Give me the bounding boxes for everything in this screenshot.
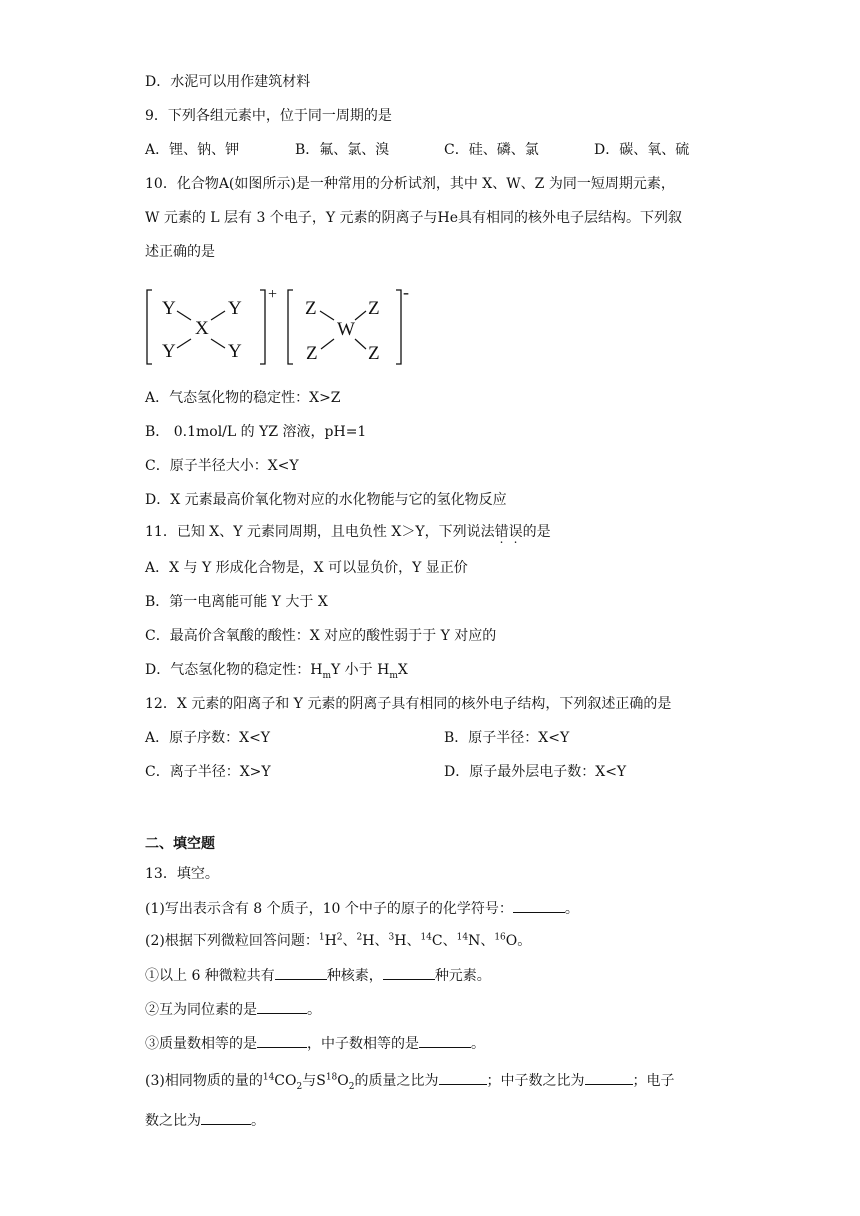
q11-option-c: C．最高价含氧酸的酸性：X 对应的酸性弱于于 Y 对应的	[145, 628, 497, 644]
anion-ligand-bottom-left: Z	[306, 343, 318, 364]
particle-symbol: H	[362, 933, 375, 949]
co2-subscript: 2	[296, 1081, 303, 1092]
q13-stem: 13．填空。	[145, 866, 219, 882]
q13-sub2-a: ②互为同位素的是	[145, 1002, 257, 1018]
q12-option-d: D．原子最外层电子数：X<Y	[444, 764, 627, 780]
co2-formula: CO	[274, 1073, 297, 1089]
answer-blank[interactable]	[585, 1070, 633, 1085]
q13-sub3-c: 。	[471, 1036, 485, 1052]
q12-option-a: A．原子序数：X<Y	[145, 730, 271, 746]
answer-blank[interactable]	[383, 965, 435, 980]
particle-separator: 、	[442, 933, 457, 949]
q9-option-b: B．氟、氯、溴	[295, 142, 390, 158]
q13-part1-end: 。	[564, 901, 579, 917]
so2-mass-number: 18	[325, 1072, 338, 1083]
particle-symbol: N	[468, 933, 481, 949]
q10-option-d: D．X 元素最高价氧化物对应的水化物能与它的氢化物反应	[145, 492, 507, 508]
q13-part3-e: 数之比为	[145, 1113, 201, 1129]
particle-separator: 、	[374, 933, 389, 949]
so2-subscript: 2	[348, 1081, 355, 1092]
particle-list	[319, 933, 531, 949]
q11-emphasis-char-2: 误	[508, 524, 523, 540]
answer-blank[interactable]	[257, 1033, 307, 1048]
q11-option-d-mid: Y 小于 H	[330, 662, 390, 678]
cation-ligand-bottom-right: Y	[228, 341, 242, 362]
q13-sub1-a: ①以上 6 种微粒共有	[145, 968, 275, 984]
q13-part3-a: (3)相同物质的量的	[145, 1073, 263, 1089]
particle-mass-number: 3	[388, 932, 395, 943]
so2-oxygen: O	[337, 1073, 349, 1089]
particle-symbol: H	[394, 933, 407, 949]
q11-option-d-post: X	[397, 662, 408, 678]
q13-sub1	[145, 965, 491, 986]
q13-part3-f: 。	[251, 1113, 265, 1129]
anion-charge: -	[403, 282, 409, 302]
q13-sub3-a: ③质量数相等的是	[145, 1036, 257, 1052]
cation-center-atom: X	[195, 318, 209, 339]
q10-option-b: B． 0.1mol/L 的 YZ 溶液，pH=1	[145, 424, 367, 440]
compound-a-structure-figure	[140, 282, 420, 372]
cation-ligand-bottom-left: Y	[162, 341, 176, 362]
q9-option-d: D．碳、氧、硫	[594, 142, 690, 158]
answer-blank[interactable]	[419, 1033, 471, 1048]
q10-option-a: A．气态氢化物的稳定性：X>Z	[145, 390, 341, 406]
particle-superscript: 2	[336, 932, 343, 943]
q11-stem-pre: 11．已知 X、Y 元素同周期，且电负性 X＞Y，下列说法	[145, 524, 495, 540]
particle-mass-number: 14	[456, 932, 469, 943]
anion-center-atom: W	[337, 319, 355, 340]
particle-mass-number: 1	[318, 932, 325, 943]
q13-part2	[145, 931, 531, 951]
q13-sub1-c: 种元素。	[434, 968, 491, 984]
q10-stem-line3: 述正确的是	[145, 244, 215, 260]
anion-ligand-top-left: Z	[305, 298, 317, 319]
q11-option-a: A．X 与 Y 形成化合物是，X 可以显负价，Y 显正价	[145, 560, 468, 576]
q13-part3-b: 的质量之比为	[354, 1073, 439, 1089]
anion-ligand-top-right: Z	[368, 298, 380, 319]
q13-part3-d: ；电子	[632, 1073, 675, 1089]
q10-stem-line1: 10．化合物A(如图所示)是一种常用的分析试剂，其中 X、W、Z 为同一短周期元素，	[145, 176, 675, 192]
particle-separator: 、	[480, 933, 495, 949]
q11-stem-post: 的是	[522, 524, 551, 540]
cation-ligand-top-left: Y	[162, 298, 176, 319]
answer-blank[interactable]	[201, 1110, 251, 1125]
q9-stem: 9．下列各组元素中，位于同一周期的是	[145, 108, 392, 124]
anion-ligand-bottom-right: Z	[368, 343, 380, 364]
answer-blank[interactable]	[257, 999, 307, 1014]
particle-symbol: C	[431, 933, 443, 949]
q13-sub2	[145, 999, 321, 1020]
section-heading: 二、填空题	[145, 836, 215, 852]
q13-sub1-b: 种核素，	[326, 968, 383, 984]
q12-stem: 12．X 元素的阳离子和 Y 元素的阴离子具有相同的核外电子结构，下列叙述正确的是	[145, 696, 672, 712]
q9-option-c: C．硅、磷、氯	[444, 142, 539, 158]
q13-sub3	[145, 1033, 485, 1054]
q13-part1	[145, 898, 579, 919]
answer-blank[interactable]	[275, 965, 327, 980]
q13-part1-text: (1)写出表示含有 8 个质子，10 个中子的原子的化学符号：	[145, 901, 513, 917]
cation-charge: +	[268, 286, 278, 303]
so2-sulfur: S	[316, 1073, 326, 1089]
q11-stem	[145, 522, 551, 542]
answer-blank[interactable]	[439, 1070, 487, 1085]
q11-option-d-pre: D．气态氢化物的稳定性：H	[145, 662, 323, 678]
q12-option-c: C．离子半径：X>Y	[145, 764, 271, 780]
particle-separator: 。	[517, 933, 532, 949]
q13-part3-c: ；中子数之比为	[486, 1073, 585, 1089]
q13-part3-mid: 与	[302, 1073, 317, 1089]
particle-mass-number: 14	[420, 932, 432, 943]
q13-part3-cont	[145, 1110, 265, 1131]
q11-option-d-sub2: m	[389, 670, 398, 681]
q10-stem-line2: W 元素的 L 层有 3 个电子，Y 元素的阴离子与He具有相同的核外电子层结构。下列叙	[145, 210, 683, 226]
particle-separator: 、	[406, 933, 421, 949]
q11-option-d-sub1: m	[322, 670, 331, 681]
q13-part3	[145, 1070, 675, 1091]
particle-mass-number: 16	[494, 932, 506, 943]
q12-option-b: B．原子半径：X<Y	[444, 730, 570, 746]
q10-option-c: C．原子半径大小：X<Y	[145, 458, 299, 474]
q13-sub2-b: 。	[307, 1002, 321, 1018]
q9-option-a: A．锂、钠、钾	[145, 142, 240, 158]
particle-mass-number: 2	[356, 932, 363, 943]
co2-mass-number: 14	[262, 1072, 275, 1083]
q11-option-b: B．第一电离能可能 Y 大于 X	[145, 594, 328, 610]
particle-symbol: H	[324, 933, 337, 949]
q11-option-d	[145, 660, 408, 680]
particle-separator: 、	[342, 933, 357, 949]
q8-option-d: D．水泥可以用作建筑材料	[145, 74, 311, 90]
answer-blank[interactable]	[513, 898, 565, 913]
particle-symbol: O	[505, 933, 518, 949]
q11-emphasis-char-1: 错	[494, 524, 509, 540]
q13-part2-text: (2)根据下列微粒回答问题：	[145, 933, 319, 949]
q13-sub3-b: ，中子数相等的是	[307, 1036, 419, 1052]
cation-ligand-top-right: Y	[228, 298, 242, 319]
